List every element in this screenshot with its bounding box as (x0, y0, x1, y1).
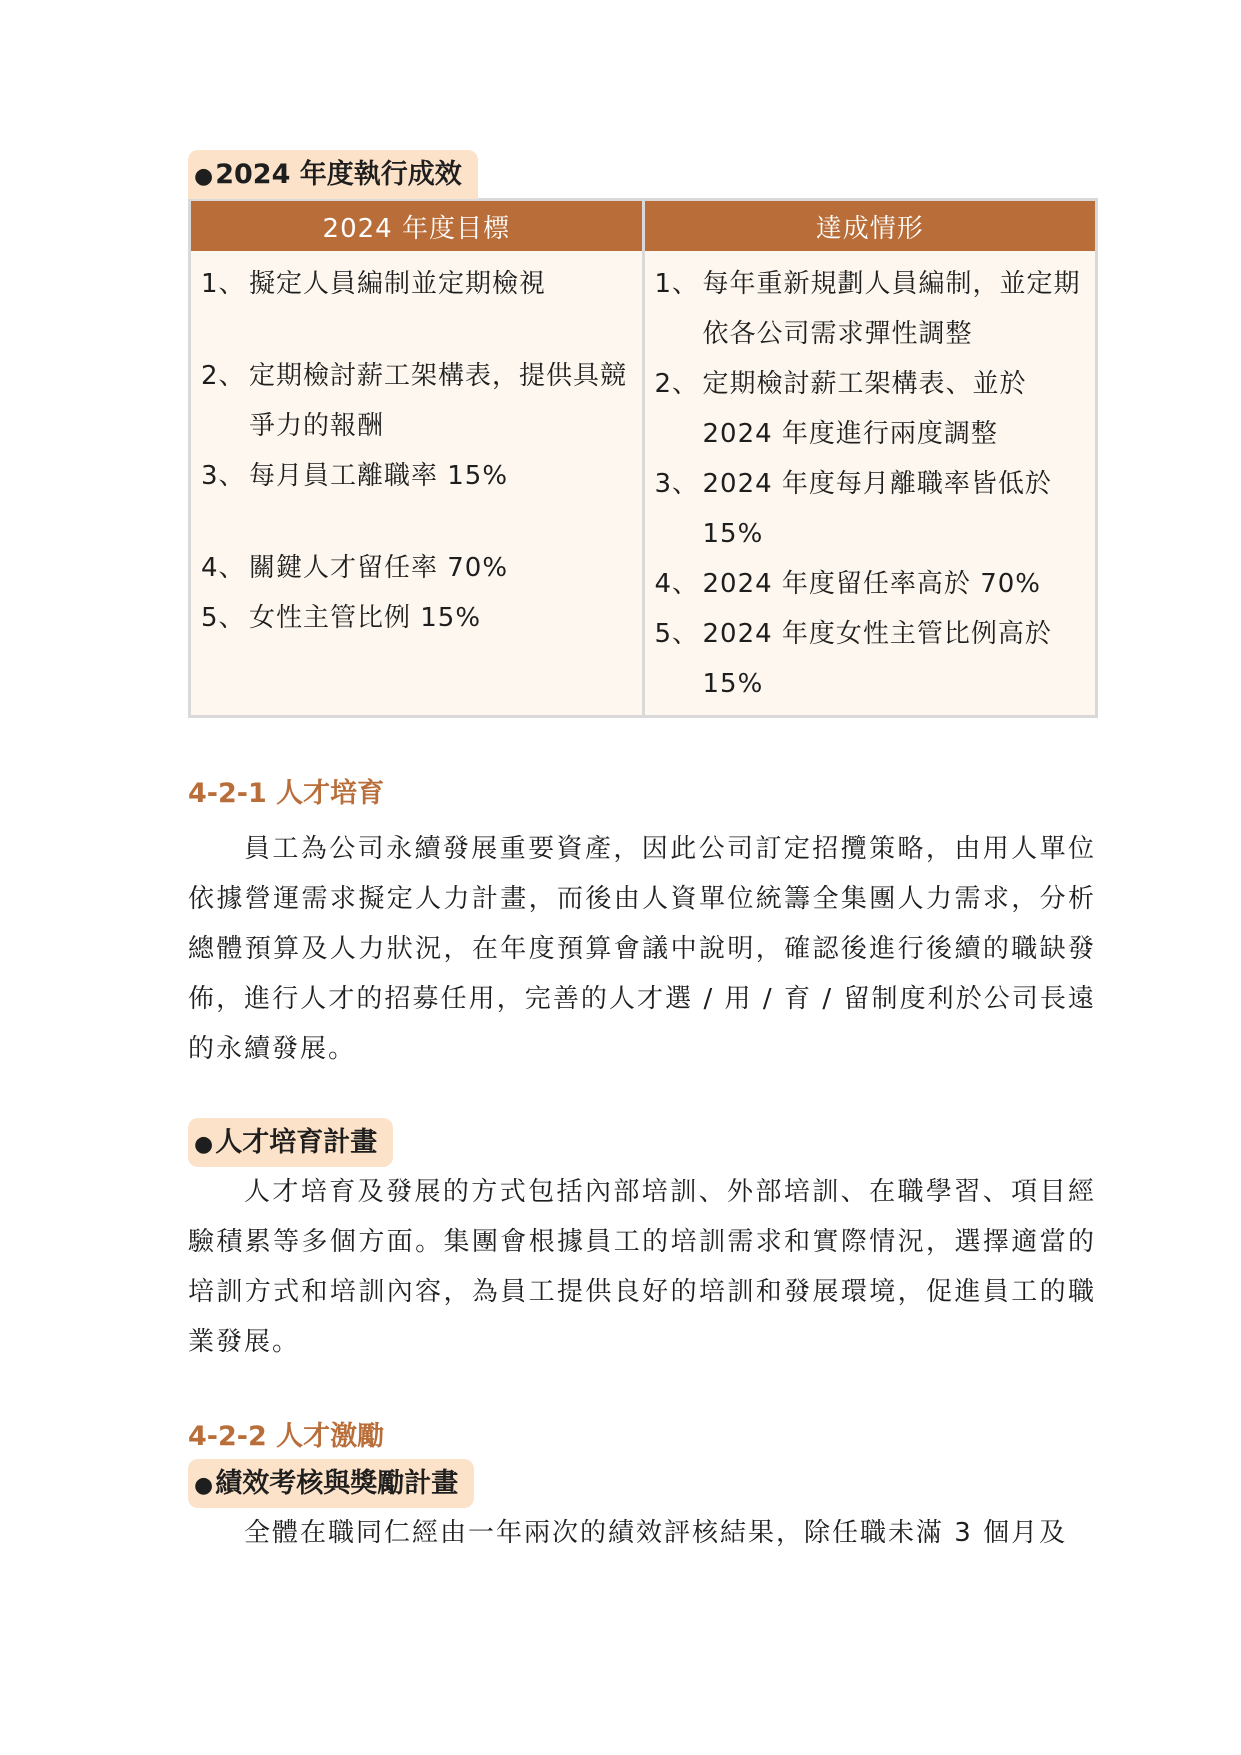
bullet-icon: ● (194, 164, 214, 189)
talent-plan-heading (188, 1118, 393, 1167)
performance-appraisal-paragraph: 全體在職同仁經由一年兩次的績效評核結果，除任職未滿 3 個月及 (244, 1518, 1068, 1548)
page (188, 150, 1096, 1558)
result-number: 2、 (654, 369, 700, 399)
results-column-header: 達成情形 (643, 200, 1097, 252)
result-item (655, 559, 1090, 609)
performance-heading (188, 150, 478, 199)
goal-number: 1、 (201, 269, 246, 299)
goals-table-row (190, 251, 1097, 717)
goal-text: 每月員工離職率 15% (249, 461, 509, 491)
section-title-talent-incentive: 4-2-2 人才激勵 (188, 1421, 385, 1452)
performance-appraisal-heading (188, 1459, 474, 1508)
result-number: 5、 (654, 619, 700, 649)
talent-plan-paragraph: 人才培育及發展的方式包括內部培訓、外部培訓、在職學習、項目經驗積累等多個方面。集團會根據員工的培訓需求和實際情況，選擇適當的培訓方式和培訓內容，為員工提供良好的培訓和發展環境，促進員工的職業發展。 (188, 1177, 1096, 1357)
goal-item (201, 593, 636, 643)
result-text: 每年重新規劃人員編制，並定期依各公司需求彈性調整 (702, 269, 1081, 349)
bullet-icon: ● (194, 1473, 214, 1498)
result-item (655, 609, 1090, 709)
performance-heading-text: 2024 年度執行成效 (215, 159, 462, 190)
goal-text: 擬定人員編制並定期檢視 (249, 269, 547, 299)
result-number: 3、 (654, 469, 700, 499)
goal-text: 關鍵人才留任率 70% (249, 553, 509, 583)
result-text: 2024 年度留任率高於 70% (702, 569, 1041, 599)
goal-item (201, 543, 636, 593)
result-text: 定期檢討薪工架構表、並於2024 年度進行兩度調整 (702, 369, 1027, 449)
section-title-talent-development: 4-2-1 人才培育 (188, 778, 385, 809)
goal-text: 定期檢討薪工架構表，提供具競爭力的報酬 (249, 361, 628, 441)
result-item (655, 459, 1090, 559)
goal-item (201, 351, 636, 451)
goal-number: 2、 (201, 361, 246, 391)
goals-table-header-row (190, 200, 1097, 252)
goal-text: 女性主管比例 15% (249, 603, 482, 633)
result-number: 4、 (654, 569, 700, 599)
result-item (655, 359, 1090, 459)
goals-column-header: 2024 年度目標 (190, 200, 644, 252)
goals-cell (190, 251, 644, 717)
goals-table (188, 198, 1098, 718)
result-number: 1、 (654, 269, 700, 299)
performance-appraisal-heading-text: 績效考核與獎勵計畫 (215, 1468, 459, 1499)
talent-plan-heading-text: 人才培育計畫 (215, 1127, 378, 1158)
goal-number: 3、 (201, 461, 246, 491)
result-text: 2024 年度女性主管比例高於15% (702, 619, 1052, 699)
goal-number: 4、 (201, 553, 246, 583)
talent-development-paragraph: 員工為公司永續發展重要資產，因此公司訂定招攬策略，由用人單位依據營運需求擬定人力計畫，而後由人資單位統籌全集團人力需求，分析總體預算及人力狀況，在年度預算會議中說明，確認後進行後續的職缺發佈，進行人才的招募任用，完善的人才選 / 用 / 育 / 留制度利於公司長遠的永續發展。 (188, 834, 1096, 1064)
goal-number: 5、 (201, 603, 246, 633)
results-cell (643, 251, 1097, 717)
result-text: 2024 年度每月離職率皆低於15% (702, 469, 1052, 549)
goal-item (201, 451, 636, 543)
bullet-icon: ● (194, 1132, 214, 1157)
result-item (655, 259, 1090, 359)
goal-item (201, 259, 636, 351)
